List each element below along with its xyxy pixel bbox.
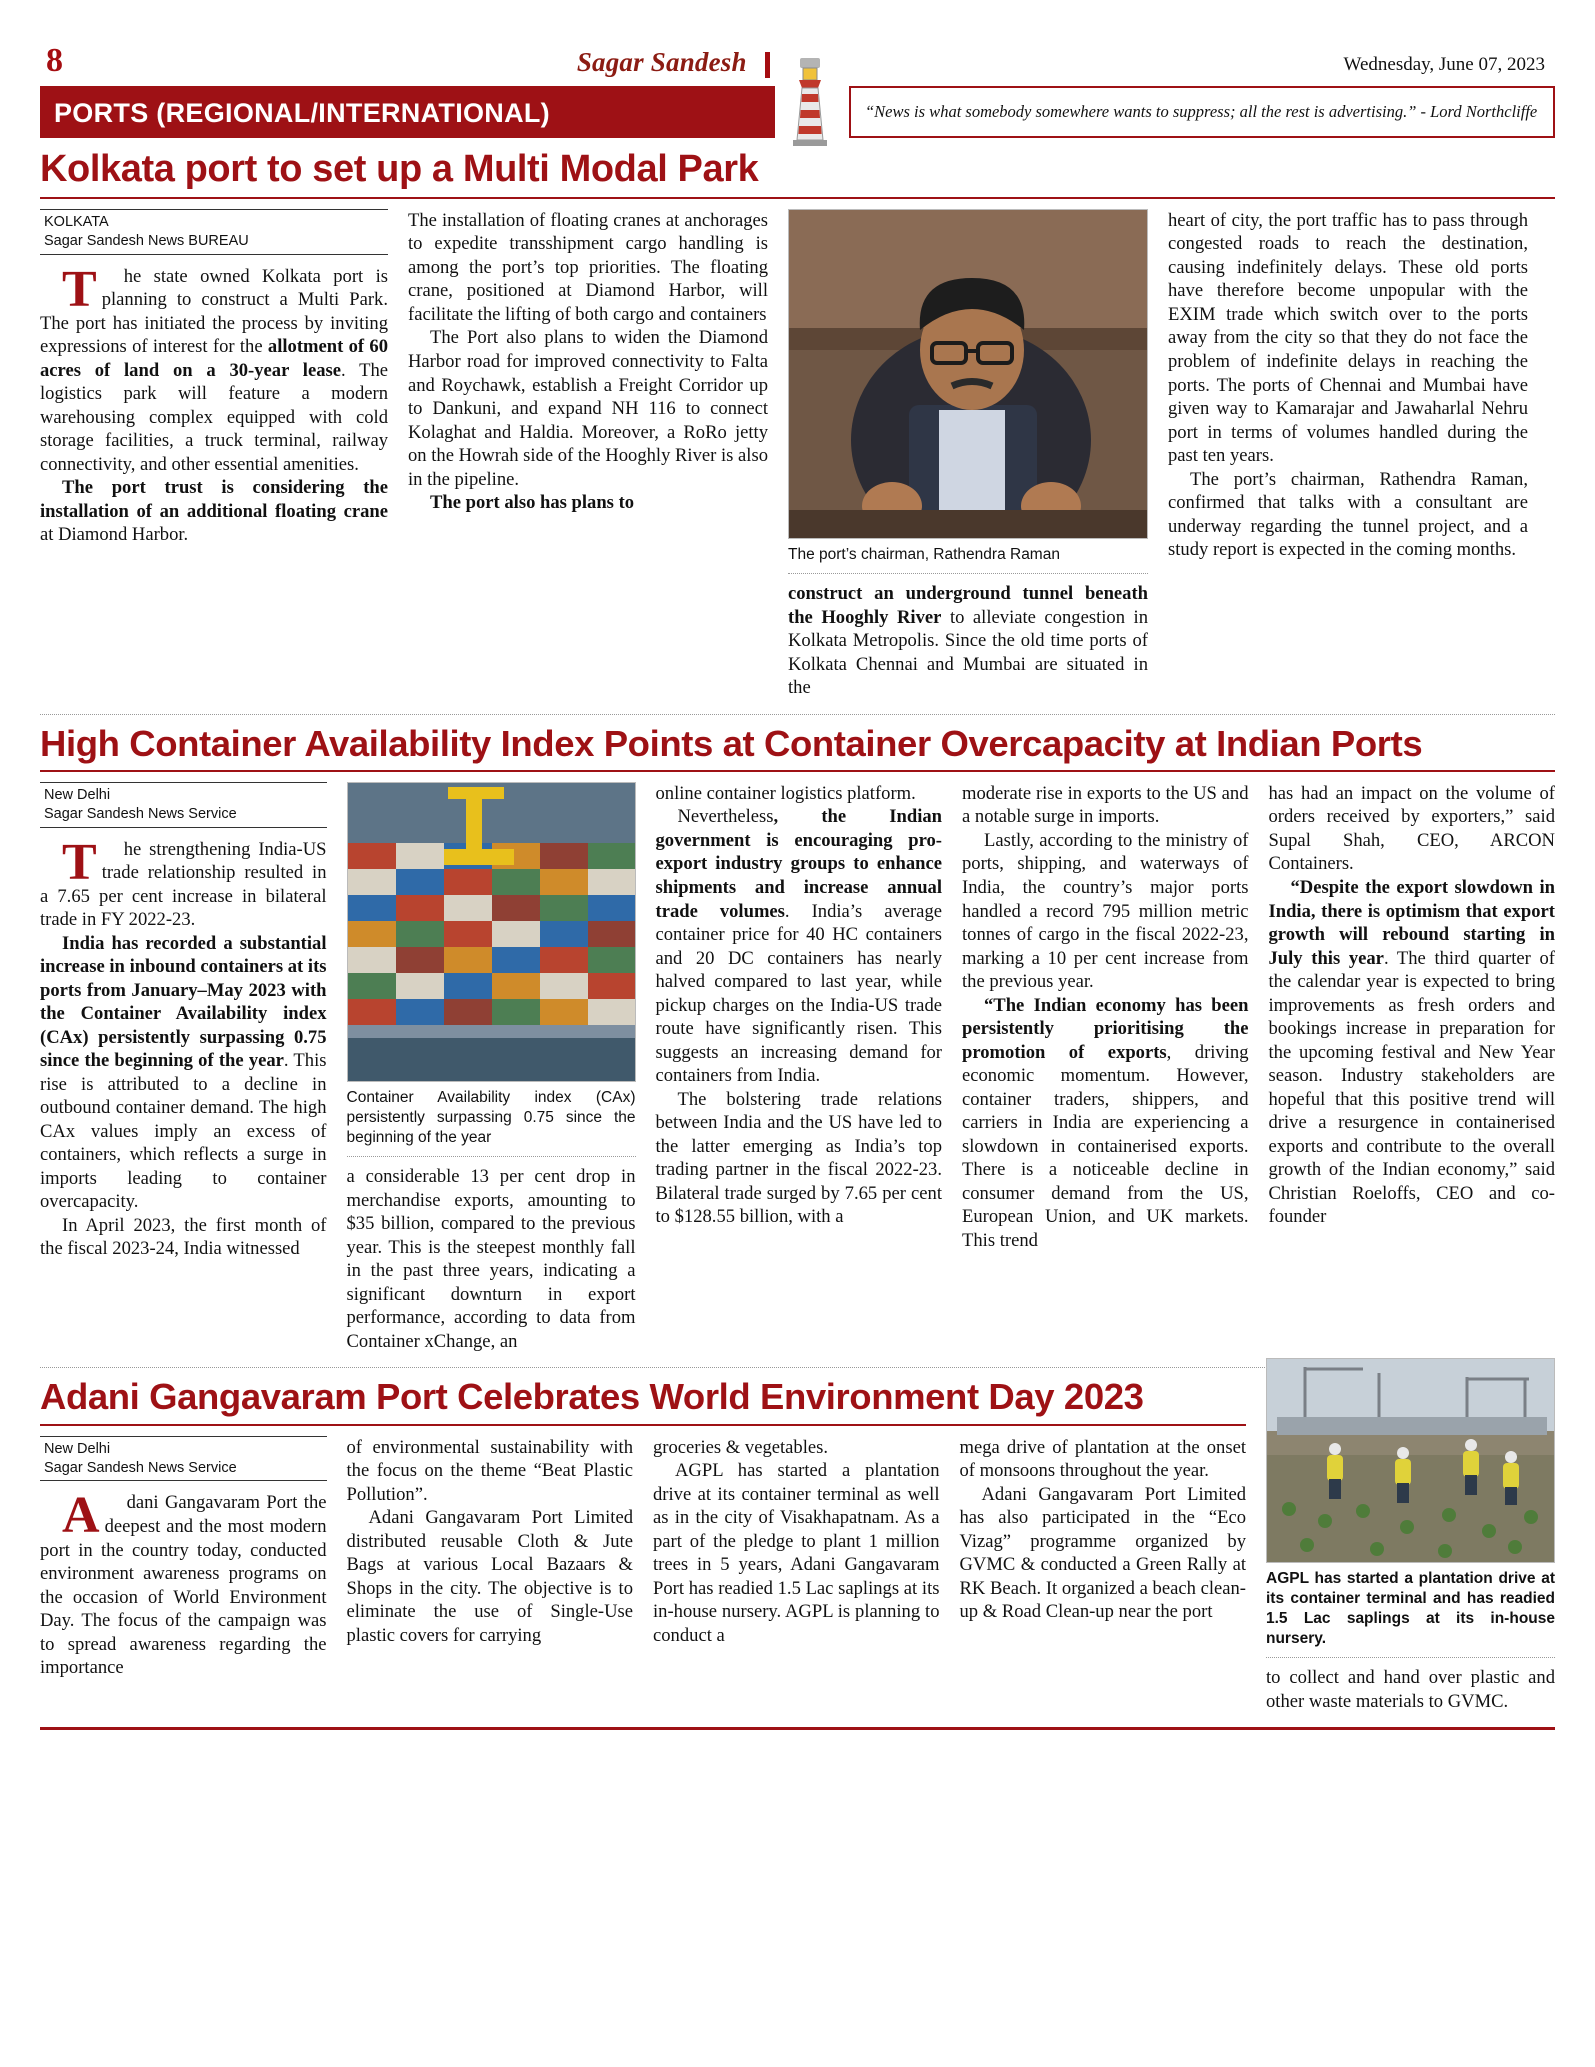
article3-para: groceries & vegetables. bbox=[653, 1436, 829, 1458]
article2-para: Nevertheless, the Indian government is encouraging pro-export industry groups to enhance shipments and increase annual trade volumes. India’s average container price for 40 HC containers and 20 DC containers has nearly halved compared to last year, while pickup charges on the India-US trade route have significantly risen. This suggests an increasing demand for containers from India. bbox=[655, 806, 942, 1087]
byline-location: New Delhi bbox=[44, 1440, 111, 1457]
byline-location: KOLKATA bbox=[44, 213, 109, 230]
quote-text: “News is what somebody somewhere wants to suppress; all the rest is advertising.” - Lord Northcliffe bbox=[865, 101, 1538, 121]
article2-column-5 bbox=[1269, 782, 1556, 1354]
article2-para: In April 2023, the first month of the fiscal 2023-24, India witnessed bbox=[40, 1214, 327, 1260]
article1-column-2 bbox=[408, 209, 768, 700]
article3-para: Adani Gangavaram Port the deepest and the most modern port in the country today, conducted environment awareness programs on the occasion of World Environment Day. The focus of the campaign was to spread awareness regarding the importance bbox=[40, 1487, 327, 1679]
article1-para: The installation of floating cranes at anchorages to expedite transshipment cargo handling is among the port’s top priorities. The floating crane, positioned at Diamond Harbor, will facilitate the lifting of both cargo and containers bbox=[408, 209, 768, 325]
article2-para: India has recorded a substantial increase in inbound containers at its ports from January–May 2023 with the Container Availability index (CAx) persistently surpassing 0.75 since the beginning of the year. This rise is attributed to a decline in outbound container demand. The high CAx values imply an excess of containers, which reflects a surge in imports leading to container overcapacity. bbox=[40, 932, 327, 1213]
article1-column-3 bbox=[788, 209, 1148, 700]
masthead-date: Wednesday, June 07, 2023 bbox=[1343, 54, 1545, 75]
article2-para: “The Indian economy has been persistently prioritising the promotion of exports, driving economic momentum. However, container traders, shippers, and carriers in India are experiencing a slowdown in containerised exports. There is a noticeable decline in consumer demand from the US, European Union, and UK markets. This trend bbox=[962, 994, 1249, 1251]
article1-byline bbox=[40, 209, 388, 255]
chairman-photo bbox=[788, 209, 1148, 539]
byline-source: Sagar Sandesh News Service bbox=[44, 805, 237, 822]
article1-headline: Kolkata port to set up a Multi Modal Park bbox=[40, 148, 759, 190]
article1-para: construct an underground tunnel beneath the Hooghly River to alleviate congestion in Kolkata Metropolis. Since the old time ports of Kolkata Chennai and Mumbai are situated in the bbox=[788, 583, 1148, 699]
article3-para: of environmental sustainability with the focus on the theme “Beat Plastic Pollution”. bbox=[346, 1436, 633, 1505]
article-separator bbox=[40, 714, 1555, 715]
article-kolkata-port bbox=[40, 150, 1555, 700]
lighthouse-icon bbox=[782, 54, 838, 146]
article3-para: mega drive of plantation at the onset of monsoons throughout the year. bbox=[959, 1436, 1246, 1482]
article3-column-3 bbox=[653, 1436, 940, 1714]
article2-para: The bolstering trade relations between India and the US have led to the latter emerging as India’s top trading partner in the fiscal 2022-23. Bilateral trade surged by 7.65 per cent to $128.55 billion, with a bbox=[655, 1088, 942, 1228]
article1-para: heart of city, the port traffic has to pass through congested roads to reach the destination, causing indefinitely delays. These old ports have therefore become unpopular with the EXIM trade which switch over to the ports away from the city so that they do not face the problem of indefinite delays in reaching the ports. The ports of Chennai and Mumbai have given way to Kamarajar and Jawaharlal Nehru port in terms of volumes handled during the past ten years. bbox=[1168, 209, 1528, 467]
article3-para: Adani Gangavaram Port Limited has also participated in the “Eco Vizag” programme organized by GVMC & conducted a Green Rally at RK Beach. It organized a beach clean-up & Road Clean-up near the port bbox=[959, 1483, 1246, 1623]
paper-name: Sagar Sandesh bbox=[576, 47, 747, 77]
article2-para: The strengthening India-US trade relationship resulted in a 7.65 per cent increase in bilateral trade in FY 2022-23. bbox=[40, 833, 327, 931]
agpl-plantation-photo bbox=[1266, 1358, 1555, 1563]
article2-column-3 bbox=[656, 782, 943, 1354]
article3-column-2 bbox=[347, 1436, 634, 1714]
article2-para: a considerable 13 per cent drop in merchandise exports, amounting to $35 billion, compared to the previous year. This is the steepest monthly fall in the past three years, indicating a significant downturn in export performance, according to data from Container xChange, an bbox=[346, 1166, 636, 1352]
article2-column-4 bbox=[962, 782, 1249, 1354]
article2-column-1 bbox=[40, 782, 327, 1354]
byline-location: New Delhi bbox=[44, 786, 111, 803]
article3-para: Adani Gangavaram Port Limited distributed reusable Cloth & Jute Bags at various Local Bazaars & Shops in the city. The objective is to eliminate the use of Single-Use plastic covers for carrying bbox=[346, 1507, 633, 1646]
page-bottom-rule bbox=[40, 1727, 1555, 1730]
article3-headline: Adani Gangavaram Port Celebrates World Environment Day 2023 bbox=[40, 1376, 1144, 1418]
quote-box bbox=[849, 86, 1555, 138]
article1-para: The port trust is considering the installation of an additional floating crane at Diamond Harbor. bbox=[40, 477, 388, 546]
masthead-divider bbox=[765, 52, 770, 78]
article1-para: The port’s chairman, Rathendra Raman, confirmed that talks with a consultant are underway regarding the tunnel project, and a study report is expected in the coming months. bbox=[1168, 468, 1528, 561]
containers-photo bbox=[347, 782, 636, 1082]
masthead-center bbox=[577, 47, 770, 78]
article3-column-1 bbox=[40, 1436, 327, 1714]
article3-byline bbox=[40, 1436, 327, 1482]
section-bar bbox=[40, 86, 1555, 138]
article2-para: online container logistics platform. bbox=[655, 782, 916, 804]
article1-para: The Port also plans to widen the Diamond Harbor road for improved connectivity to Falta and Roychawk, establish a Freight Corridor up to Dankuni, and expand NH 116 to connect Kolaghat and Haldia. Moreover, a RoRo jetty on the Howrah side of the Hooghly River is also in the pipeline. bbox=[408, 327, 768, 490]
article-adani-gangavaram bbox=[40, 1378, 1555, 1713]
article3-para: AGPL has started a plantation drive at its container terminal as well as in the city of Visakhapatnam. As a part of the pledge to plant 1 million trees in 5 years, Adani Gangavaram Port has readied 1.5 Lac saplings at its in-house nursery. AGPL is planning to conduct a bbox=[653, 1460, 940, 1646]
section-title: PORTS (REGIONAL/INTERNATIONAL) bbox=[40, 86, 775, 138]
article3-column-5 bbox=[1266, 1358, 1555, 1714]
article2-para: Lastly, according to the ministry of ports, shipping, and waterways of India, the country’s major ports handled a record 795 million metric tonnes of cargo in the fiscal 2022-23, marking a 10 per cent increase from the previous year. bbox=[962, 829, 1249, 993]
article2-para: “Despite the export slowdown in India, there is optimism that export growth will rebound starting in July this year. The third quarter of the calendar year is expected to bring improvements as fresh orders and bookings increase in preparation for the upcoming festival and New Year season. Industry stakeholders are hopeful that this positive trend will drive a resurgence in containerised exports and contribute to the overall growth of the Indian economy,” said Christian Roeloffs, CEO and co-founder bbox=[1268, 876, 1555, 1228]
article1-column-1 bbox=[40, 209, 388, 700]
byline-source: Sagar Sandesh News Service bbox=[44, 1459, 237, 1476]
article2-column-2 bbox=[347, 782, 636, 1354]
lighthouse-wrap bbox=[775, 86, 845, 138]
article2-para: has had an impact on the volume of orders received by exporters,” said Supal Shah, CEO, ARCON Containers. bbox=[1268, 782, 1555, 875]
page-number: 8 bbox=[46, 42, 63, 79]
article-container-availability bbox=[40, 722, 1555, 1354]
article2-byline bbox=[40, 782, 327, 828]
article1-para: The port also has plans to bbox=[430, 492, 635, 514]
article3-column-4 bbox=[960, 1436, 1247, 1714]
article3-para: to collect and hand over plastic and other waste materials to GVMC. bbox=[1266, 1667, 1555, 1712]
article2-para: moderate rise in exports to the US and a notable surge in imports. bbox=[962, 782, 1249, 828]
article1-column-4 bbox=[1168, 209, 1528, 700]
byline-source: Sagar Sandesh News BUREAU bbox=[44, 232, 249, 249]
article2-headline: High Container Availability Index Points at Container Overcapacity at Indian Ports bbox=[40, 722, 1423, 764]
article2-photo-caption: Container Availability index (CAx) persistently surpassing 0.75 since the beginning of the year bbox=[346, 1088, 636, 1147]
article1-para: The state owned Kolkata port is planning to construct a Multi Park. The port has initiated the process by inviting expressions of interest for the allotment of 60 acres of land on a 30-year lease. The logistics park will feature a modern warehousing complex equipped with cold storage facilities, a truck terminal, railway connectivity, and other essential amenities. bbox=[40, 260, 388, 475]
article1-photo-caption: The port’s chairman, Rathendra Raman bbox=[788, 545, 1060, 563]
article3-photo-caption: AGPL has started a plantation drive at its container terminal and has readied 1.5 Lac saplings at its in-house nursery. bbox=[1266, 1569, 1555, 1648]
